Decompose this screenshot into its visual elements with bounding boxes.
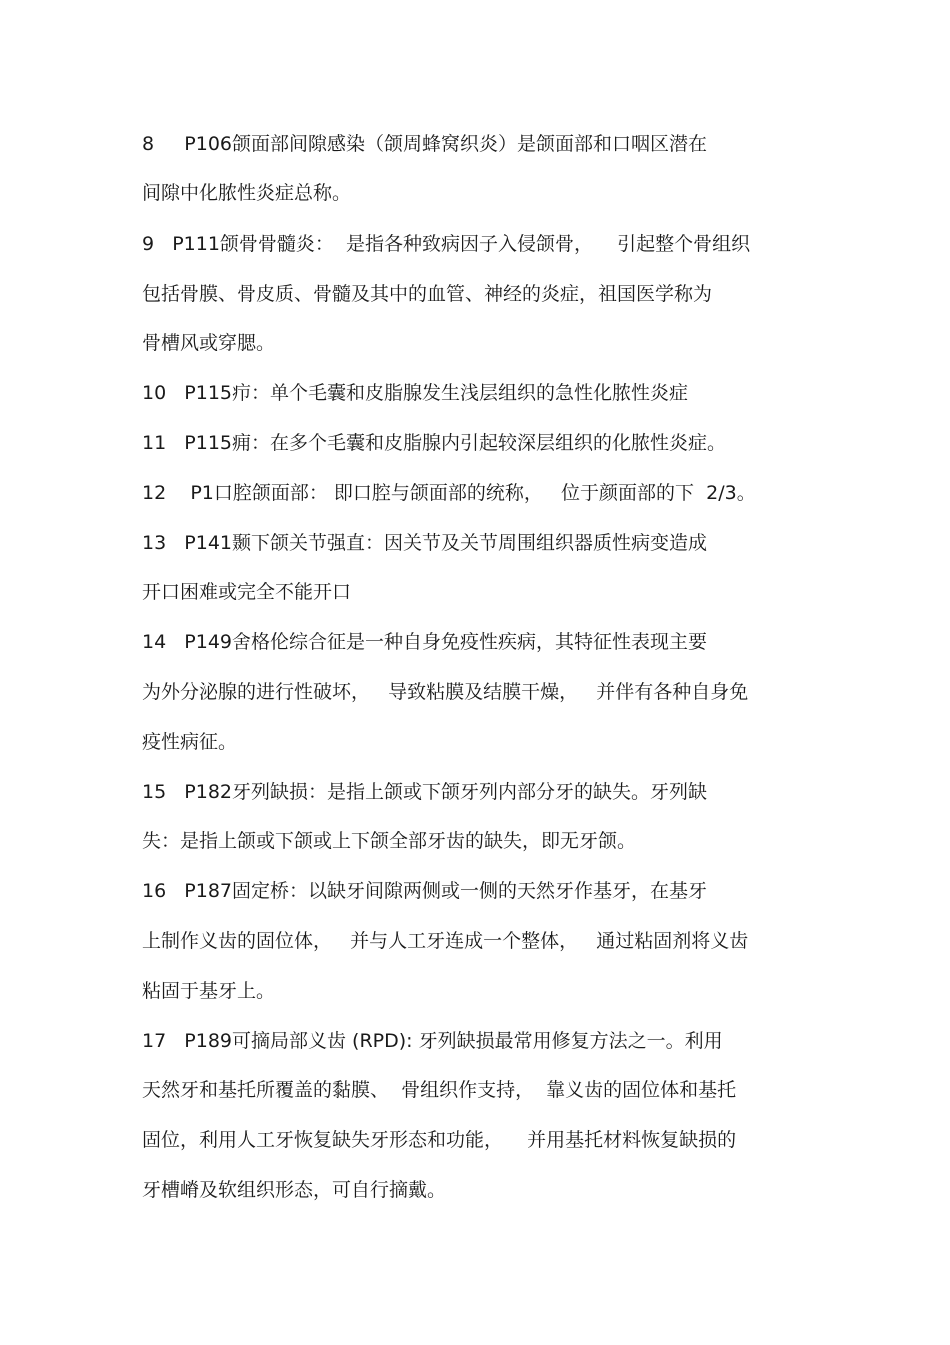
entry-16-line-2: 上制作义齿的固位体， 并与人工牙连成一个整体， 通过粘固剂将义齿 — [142, 930, 749, 952]
entry-17-line-2: 天然牙和基托所覆盖的黏膜、 骨组织作支持， 靠义齿的固位体和基托 — [142, 1079, 737, 1101]
entry-16-line-1: 16 P187固定桥：以缺牙间隙两侧或一侧的天然牙作基牙，在基牙 — [142, 880, 708, 902]
entry-9-line-2: 包括骨膜、骨皮质、骨髓及其中的血管、神经的炎症，祖国医学称为 — [142, 283, 713, 305]
entry-13-line-1: 13 P141颞下颌关节强直：因关节及关节周围组织器质性病变造成 — [142, 532, 708, 554]
entry-15-line-1: 15 P182牙列缺损：是指上颌或下颌牙列内部分牙的缺失。牙列缺 — [142, 781, 708, 803]
entry-12-line-1: 12 P1口腔颌面部： 即口腔与颌面部的统称， 位于颜面部的下 2/3。 — [142, 482, 756, 504]
entry-14-line-1: 14 P149舍格伦综合征是一种自身免疫性疾病，其特征性表现主要 — [142, 631, 708, 653]
entry-14-line-2: 为外分泌腺的进行性破坏， 导致粘膜及结膜干燥， 并伴有各种自身免 — [142, 681, 749, 703]
entry-8-line-1: 8 P106颌面部间隙感染（颌周蜂窝织炎）是颌面部和口咽区潜在 — [142, 133, 708, 155]
entry-17-line-1: 17 P189可摘局部义齿 (RPD): 牙列缺损最常用修复方法之一。利用 — [142, 1030, 723, 1052]
entry-10-line-1: 10 P115疖：单个毛囊和皮脂腺发生浅层组织的急性化脓性炎症 — [142, 382, 689, 404]
entry-16-line-3: 粘固于基牙上。 — [142, 980, 276, 1002]
entry-9-line-3: 骨槽风或穿腮。 — [142, 332, 276, 354]
entry-17-line-3: 固位，利用人工牙恢复缺失牙形态和功能， 并用基托材料恢复缺损的 — [142, 1129, 737, 1151]
entry-15-line-2: 失：是指上颌或下颌或上下颌全部牙齿的缺失，即无牙颌。 — [142, 830, 637, 852]
entry-17-line-4: 牙槽嵴及软组织形态，可自行摘戴。 — [142, 1179, 447, 1201]
entry-9-line-1: 9 P111颌骨骨髓炎： 是指各种致病因子入侵颌骨， 引起整个骨组织 — [142, 233, 751, 255]
entry-11-line-1: 11 P115痈：在多个毛囊和皮脂腺内引起较深层组织的化脓性炎症。 — [142, 432, 727, 454]
entry-14-line-3: 疫性病征。 — [142, 731, 238, 753]
entry-13-line-2: 开口困难或完全不能开口 — [142, 581, 352, 603]
entry-8-line-2: 间隙中化脓性炎症总称。 — [142, 182, 352, 204]
